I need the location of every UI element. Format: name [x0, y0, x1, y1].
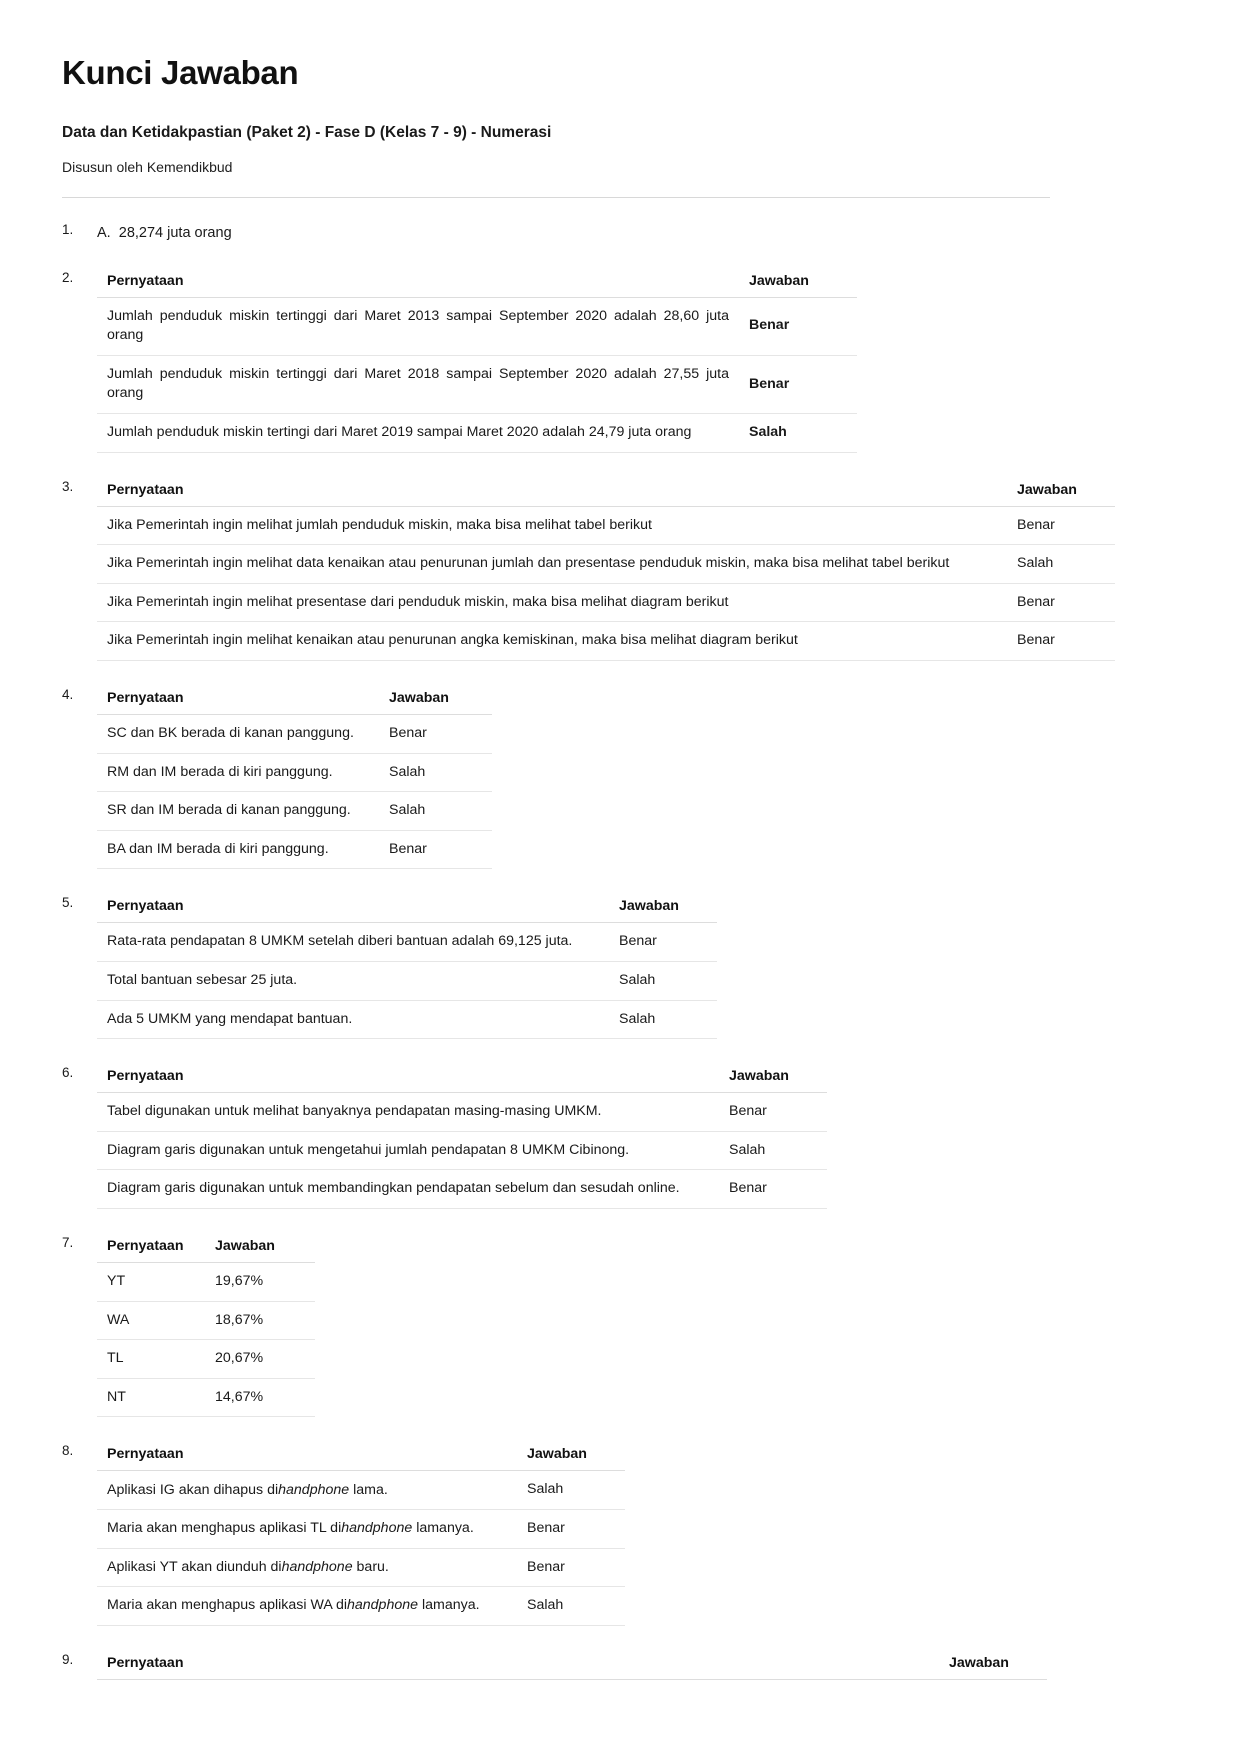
statement-cell: Ada 5 UMKM yang mendapat bantuan. — [97, 1000, 609, 1039]
header-divider — [62, 197, 1050, 198]
table-header-row — [97, 1443, 625, 1471]
table-header-row — [97, 687, 492, 715]
question-list — [62, 222, 1132, 1679]
table-row — [97, 583, 1115, 622]
table-header-row — [97, 895, 717, 923]
answer-cell: Salah — [517, 1587, 625, 1626]
statement-cell: SC dan BK berada di kanan panggung. — [97, 715, 379, 754]
question-item-9 — [62, 1652, 1132, 1680]
table-row — [97, 753, 492, 792]
question-item-1 — [62, 222, 1132, 243]
statement-cell: Aplikasi YT akan diunduh dihandphone baru. — [97, 1548, 517, 1587]
answer-cell: Benar — [379, 715, 492, 754]
table-header-row — [97, 270, 857, 298]
statement-cell: Jika Pemerintah ingin melihat data kenaikan atau penurunan jumlah dan presentase penduduk miskin, maka bisa melihat tabel berikut — [97, 545, 1007, 584]
table-row — [97, 830, 492, 869]
answer-cell: Benar — [739, 355, 857, 413]
table-body — [97, 1471, 625, 1625]
column-header-statement: Pernyataan — [97, 1235, 205, 1263]
question-item-2 — [62, 270, 1132, 453]
answer-table — [97, 1235, 315, 1417]
answer-cell: Salah — [739, 414, 857, 453]
table-body — [97, 1093, 827, 1209]
statement-cell: RM dan IM berada di kiri panggung. — [97, 753, 379, 792]
statement-cell: Maria akan menghapus aplikasi TL dihandphone lamanya. — [97, 1509, 517, 1548]
statement-cell: Jumlah penduduk miskin tertinggi dari Maret 2018 sampai September 2020 adalah 27,55 juta orang — [97, 355, 739, 413]
column-header-statement: Pernyataan — [97, 479, 1007, 507]
answer-table — [97, 270, 857, 453]
table-row — [97, 1093, 827, 1132]
statement-cell: Jika Pemerintah ingin melihat jumlah penduduk miskin, maka bisa melihat tabel berikut — [97, 506, 1007, 545]
table-body — [97, 297, 857, 452]
answer-cell: Benar — [1007, 506, 1115, 545]
column-header-statement: Pernyataan — [97, 687, 379, 715]
table-row — [97, 1587, 625, 1626]
table-row — [97, 1378, 315, 1417]
column-header-statement: Pernyataan — [97, 1652, 939, 1680]
answer-cell: Salah — [379, 792, 492, 831]
statement-cell: Diagram garis digunakan untuk membandingkan pendapatan sebelum dan sesudah online. — [97, 1170, 719, 1209]
answer-cell: Salah — [379, 753, 492, 792]
statement-cell: NT — [97, 1378, 205, 1417]
statement-cell: Rata-rata pendapatan 8 UMKM setelah diberi bantuan adalah 69,125 juta. — [97, 923, 609, 962]
table-body — [97, 923, 717, 1039]
column-header-answer: Jawaban — [205, 1235, 315, 1263]
statement-cell: Aplikasi IG akan dihapus dihandphone lama. — [97, 1471, 517, 1510]
table-row — [97, 622, 1115, 661]
statement-cell: WA — [97, 1301, 205, 1340]
answer-cell: 18,67% — [205, 1301, 315, 1340]
column-header-answer: Jawaban — [609, 895, 717, 923]
table-row — [97, 1340, 315, 1379]
statement-cell: Jumlah penduduk miskin tertingi dari Maret 2019 sampai Maret 2020 adalah 24,79 juta orang — [97, 414, 739, 453]
table-row — [97, 1509, 625, 1548]
table-row — [97, 715, 492, 754]
answer-cell: Benar — [517, 1548, 625, 1587]
table-row — [97, 506, 1115, 545]
column-header-answer: Jawaban — [379, 687, 492, 715]
table-header-row — [97, 1065, 827, 1093]
column-header-answer: Jawaban — [739, 270, 857, 298]
statement-cell: YT — [97, 1262, 205, 1301]
answer-cell: Salah — [609, 1000, 717, 1039]
answer-table — [97, 895, 717, 1039]
answer-table — [97, 687, 492, 869]
table-header-row — [97, 479, 1115, 507]
table-body — [97, 715, 492, 869]
answer-cell: Benar — [1007, 583, 1115, 622]
table-row — [97, 1548, 625, 1587]
statement-cell: TL — [97, 1340, 205, 1379]
table-row — [97, 355, 857, 413]
answer-cell: Benar — [719, 1093, 827, 1132]
table-row — [97, 962, 717, 1001]
column-header-statement: Pernyataan — [97, 270, 739, 298]
column-header-answer: Jawaban — [719, 1065, 827, 1093]
answer-text: A. 28,274 juta orang — [97, 225, 232, 242]
answer-cell: 14,67% — [205, 1378, 315, 1417]
table-row — [97, 1262, 315, 1301]
table-row — [97, 545, 1115, 584]
answer-cell: Benar — [379, 830, 492, 869]
answer-cell: Benar — [517, 1509, 625, 1548]
table-row — [97, 1000, 717, 1039]
statement-cell: Jumlah penduduk miskin tertinggi dari Maret 2013 sampai September 2020 adalah 28,60 juta orang — [97, 297, 739, 355]
column-header-statement: Pernyataan — [97, 1443, 517, 1471]
table-row — [97, 414, 857, 453]
answer-cell: Salah — [609, 962, 717, 1001]
question-item-5 — [62, 895, 1132, 1039]
question-item-7 — [62, 1235, 1132, 1417]
table-row — [97, 1301, 315, 1340]
statement-cell: Jika Pemerintah ingin melihat kenaikan atau penurunan angka kemiskinan, maka bisa melihat diagram berikut — [97, 622, 1007, 661]
answer-cell: Salah — [1007, 545, 1115, 584]
table-row — [97, 1131, 827, 1170]
question-item-4 — [62, 687, 1132, 869]
page-subtitle: Data dan Ketidakpastian (Paket 2) - Fase D (Kelas 7 - 9) - Numerasi — [62, 124, 552, 142]
table-body — [97, 1262, 315, 1416]
statement-cell: SR dan IM berada di kanan panggung. — [97, 792, 379, 831]
answer-table — [97, 1443, 625, 1625]
table-header-row — [97, 1235, 315, 1263]
table-header-row — [97, 1652, 1047, 1680]
table-row — [97, 1471, 625, 1510]
answer-cell: Benar — [739, 297, 857, 355]
table-row — [97, 1170, 827, 1209]
answer-cell: Salah — [719, 1131, 827, 1170]
table-row — [97, 923, 717, 962]
answer-table — [97, 1065, 827, 1209]
statement-cell: BA dan IM berada di kiri panggung. — [97, 830, 379, 869]
answer-table — [97, 479, 1115, 661]
column-header-answer: Jawaban — [1007, 479, 1115, 507]
answer-cell: Benar — [1007, 622, 1115, 661]
answer-cell: Salah — [517, 1471, 625, 1510]
table-row — [97, 297, 857, 355]
statement-cell: Total bantuan sebesar 25 juta. — [97, 962, 609, 1001]
column-header-answer: Jawaban — [939, 1652, 1047, 1680]
column-header-answer: Jawaban — [517, 1443, 625, 1471]
column-header-statement: Pernyataan — [97, 895, 609, 923]
answer-cell: 19,67% — [205, 1262, 315, 1301]
answer-cell: 20,67% — [205, 1340, 315, 1379]
answer-table — [97, 1652, 1047, 1680]
statement-cell: Jika Pemerintah ingin melihat presentase dari penduduk miskin, maka bisa melihat diagram berikut — [97, 583, 1007, 622]
statement-cell: Diagram garis digunakan untuk mengetahui jumlah pendapatan 8 UMKM Cibinong. — [97, 1131, 719, 1170]
question-item-8 — [62, 1443, 1132, 1625]
answer-cell: Benar — [719, 1170, 827, 1209]
page-title: Kunci Jawaban — [62, 54, 299, 91]
page-author: Disusun oleh Kemendikbud — [62, 159, 233, 176]
table-body — [97, 506, 1115, 660]
answer-cell: Benar — [609, 923, 717, 962]
statement-cell: Maria akan menghapus aplikasi WA dihandphone lamanya. — [97, 1587, 517, 1626]
question-item-3 — [62, 479, 1132, 661]
statement-cell: Tabel digunakan untuk melihat banyaknya pendapatan masing-masing UMKM. — [97, 1093, 719, 1132]
table-row — [97, 792, 492, 831]
question-item-6 — [62, 1065, 1132, 1209]
column-header-statement: Pernyataan — [97, 1065, 719, 1093]
